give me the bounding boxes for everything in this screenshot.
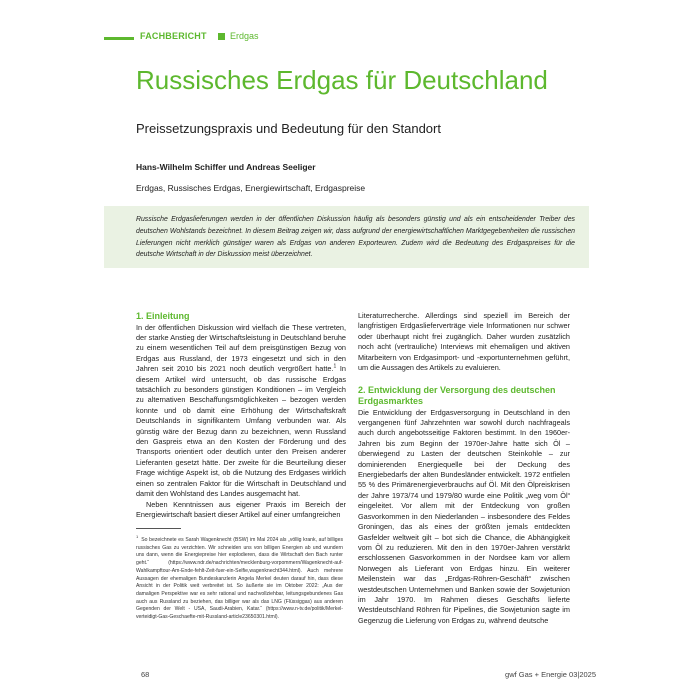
footnote-ref[interactable]: 1 — [333, 363, 337, 370]
footnote-rule — [136, 528, 181, 529]
section-category: FACHBERICHT — [140, 31, 207, 41]
category-square-icon — [218, 33, 225, 40]
section-2-paragraph-1: Die Entwicklung der Erdgasversorgung in Deutschland in den vergangenen fünf Jahrzehnten war sowohl durch nachfrageals auch durch angebotsseitige Faktoren bestimmt. In den 1960er-Jahren bis zum Beginn der 1970er-Jahre hatte sich Öl – überwiegend zu Lasten der deutschen Steinkohle – zur dominierenden Energiequelle bei der Deckung des Energiebedarfs der alten Bundesländer entwickelt. 1972 entfielen 55 % des Primärenergieverbrauchs auf Öl. Mit den Ölpreiskrisen der Jahre 1973/74 und 1979/80 wurde eine Politik „weg vom Öl“ eingeleitet. Vor allem mit der Entdeckung von großen Gasvorkommen in den Niederlanden – insbesondere des Feldes Groningen, das als eines der größten jemals entdeckten Gasfelder weltweit gilt – bot sich die Chance, die Abhängigkeit vom Öl zu reduzieren. Mit den in den 1970er-Jahren verstärkt erschlossenen Gasvorkommen in der Nordsee kam vor allem Norwegen als Lieferant von Erdgas hinzu. Ein weiterer Meilenstein war das „Erdgas-Röhren-Geschäft“ zwischen westdeutschen Unternehmen und Banken sowie der Sowjetunion im Jahr 1970. Im Rahmen dieses Geschäfts lieferte Westdeutschland Röhren für Pipelines, die Sowjetunion sagte im Gegenzug die Lieferung von Erdgas zu, während deutsche — [358, 407, 570, 625]
section-1-paragraph-1 — [136, 323, 346, 500]
section-1-paragraph-2: Neben Kenntnissen aus eigener Praxis im Bereich der Energiewirtschaft basiert dieser Artikel auf einer umfangreichen — [136, 499, 346, 519]
section-subcategory: Erdgas — [230, 31, 259, 41]
paragraph-text: In der öffentlichen Diskussion wird vielfach die These vertreten, der starke Anstieg der Wirtschaftsleistung in Deutschland beruhe zu einem wesentlichen Teil auf dem preisgünstigen Bezug von Erdgas aus Russland, der 1973 eingesetzt und sich in den Jahren seit 2010 bis 2021 noch deutlich vergrößert hatte. — [136, 322, 346, 374]
article-title: Russisches Erdgas für Deutschland — [136, 65, 548, 95]
footnote-text: So bezeichnete es Sarah Wagenknecht (BSW) im Mai 2024 als „völlig krank, auf billiges russisches Gas zu verzichten. Wir schneiden uns von billigen Energien ab und wundern uns dann, wenn die Energiepreise hier explodieren, dass die Wirtschaft den Bach runter geht.“ (https://www.ndr.de/nachrichten/mecklenburg-vorpommern/Wagenknecht-auf-Wahlkampftour-Am-Ende-fehlt-Zeit-fuer-ein-Selfie,wagenknecht344.html). Auch mehrere Aussagen der ehemaligen Bundeskanzlerin Angela Merkel deuten darauf hin, dass diese Ansicht in der Politik weit verbreitet ist. So äußerte sie im Oktober 2022: „Aus der damaligen Perspektive war es sehr rational und nachvollziehbar, leitungsgebundenes Gas auch aus Russland zu beziehen, das billiger war als das LNG (Flüssiggas) aus anderen Gegenden der Welt - USA, Saudi-Arabien, Katar.“ (https://www.n-tv.de/politik/Merkel-verteidigt-Gas-Geschaefte-mit-Russland-article23650301.html). — [136, 537, 343, 621]
article-subtitle: Preissetzungspraxis und Bedeutung für den Standort — [136, 121, 441, 136]
paragraph-text: In diesem Artikel wird untersucht, ob das russische Erdgas tatsächlich zu besonders günstigen Konditionen – im Vergleich zu alternativen Beschaffungsmöglichkeiten – bezogen werden konnte und ob damit eine Erhöhung der Wirtschaftskraft Deutschlands in signifikantem Umfang verbunden war. Als günstig wäre der Bezug dann zu bezeichnen, wenn Russland den Gaspreis etwa an den Kosten der Förderung und des Transports orientiert oder deutlich unter den Preisen anderer Lieferanten gesetzt hätte. Der zweite für die Beurteilung dieser Frage wichtige Aspekt ist, ob die Nutzung des Erdgases wirklich einen so zentralen Faktor für die Wirtschaft in Deutschland und damit den Wohlstand des Landes ausgemacht hat. — [136, 364, 346, 499]
footnote — [136, 534, 343, 622]
section-1-heading: 1. Einleitung — [136, 311, 190, 321]
abstract-text: Russische Erdgaslieferungen werden in der öffentlichen Diskussion häufig als besonders günstig und als ein entscheidender Treiber des deutschen Wohlstands bezeichnet. In diesem Beitrag zeigen wir, dass aufgrund der energiewirtschaftlichen Marktgegebenheiten die russischen Lieferungen nicht merklich günstiger waren als Erdgas von anderen Exporteuren. Zudem wird die Bedeutung des Erdgaspreises für die deutsche Wirtschaft in der Diskussion meist überzeichnet. — [136, 216, 575, 259]
section-2-heading: 2. Entwicklung der Versorgung des deutschen Erdgasmarktes — [358, 385, 556, 407]
footnote-number: 1 — [136, 534, 139, 540]
column-right — [358, 311, 570, 626]
page-number: 68 — [141, 670, 150, 679]
header-rule — [104, 37, 134, 40]
continued-paragraph: Literaturrecherche. Allerdings sind speziell im Bereich der langfristigen Erdgaslieferverträge viele Informationen nur schwer oder überhaupt nicht frei zugänglich. Daher wurden zusätzlich noch acht (vertrauliche) Interviews mit ehemaligen und aktiven Mitarbeitern von Erdgasimport- und -exportunternehmen geführt, um die Aussagen des Artikels zu evaluieren. — [358, 311, 570, 373]
abstract-box — [104, 206, 589, 268]
column-left — [136, 311, 346, 520]
article-authors: Hans-Wilhelm Schiffer und Andreas Seeliger — [136, 162, 316, 172]
article-keywords: Erdgas, Russisches Erdgas, Energiewirtschaft, Erdgaspreise — [136, 183, 366, 193]
journal-issue: gwf Gas + Energie 03|2025 — [505, 670, 596, 679]
